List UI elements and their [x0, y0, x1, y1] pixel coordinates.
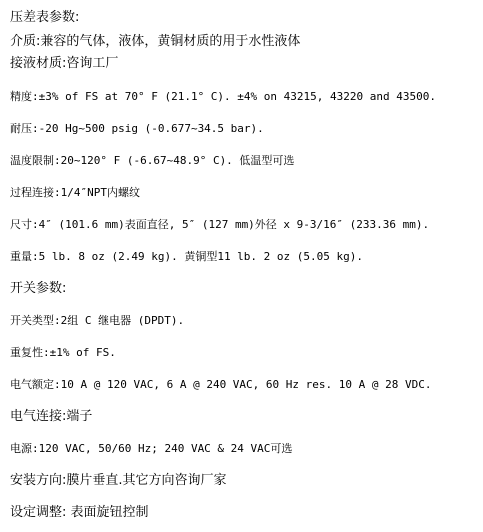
spec-line-set-point-adjustment: 设定调整: 表面旋钮控制	[10, 505, 149, 520]
spec-line-pressure-limit: 耐压:-20 Hg~500 psig (-0.677~34.5 bar).	[10, 122, 264, 135]
spec-line-weight: 重量:5 lb. 8 oz (2.49 kg). 黄铜型11 lb. 2 oz (5.05 kg).	[10, 250, 364, 263]
spec-line-repeatability: 重复性:±1% of FS.	[10, 346, 116, 359]
spec-line-power: 电源:120 VAC, 50/60 Hz; 240 VAC & 24 VAC可选	[10, 442, 293, 455]
spec-line-electrical-connection: 电气连接:端子	[10, 409, 93, 424]
spec-line-size: 尺寸:4″ (101.6 mm)表面直径, 5″ (127 mm)外径 x 9-3/16″ (233.36 mm).	[10, 218, 430, 231]
spec-line-electrical-rating: 电气额定:10 A @ 120 VAC, 6 A @ 240 VAC, 60 Hz res. 10 A @ 28 VDC.	[10, 378, 432, 391]
spec-line-medium: 介质:兼容的气体，液体，黄铜材质的用于水性液体	[10, 34, 301, 49]
spec-line-switch-type: 开关类型:2组 C 继电器 (DPDT).	[10, 314, 185, 327]
spec-line-mounting-orientation: 安装方向:膜片垂直.其它方向咨询厂家	[10, 473, 227, 488]
spec-line-temperature-limit: 温度限制:20~120° F (-6.67~48.9° C). 低温型可选	[10, 154, 295, 167]
spec-line-accuracy: 精度:±3% of FS at 70° F (21.1° C). ±4% on 43215, 43220 and 43500.	[10, 90, 436, 103]
section-heading-switch-parameters: 开关参数:	[10, 281, 67, 296]
section-heading-gauge-parameters: 压差表参数:	[10, 10, 80, 25]
spec-line-wetted-material: 接液材质:咨询工厂	[10, 56, 119, 71]
spec-line-process-connection: 过程连接:1/4″NPT内螺纹	[10, 186, 140, 199]
